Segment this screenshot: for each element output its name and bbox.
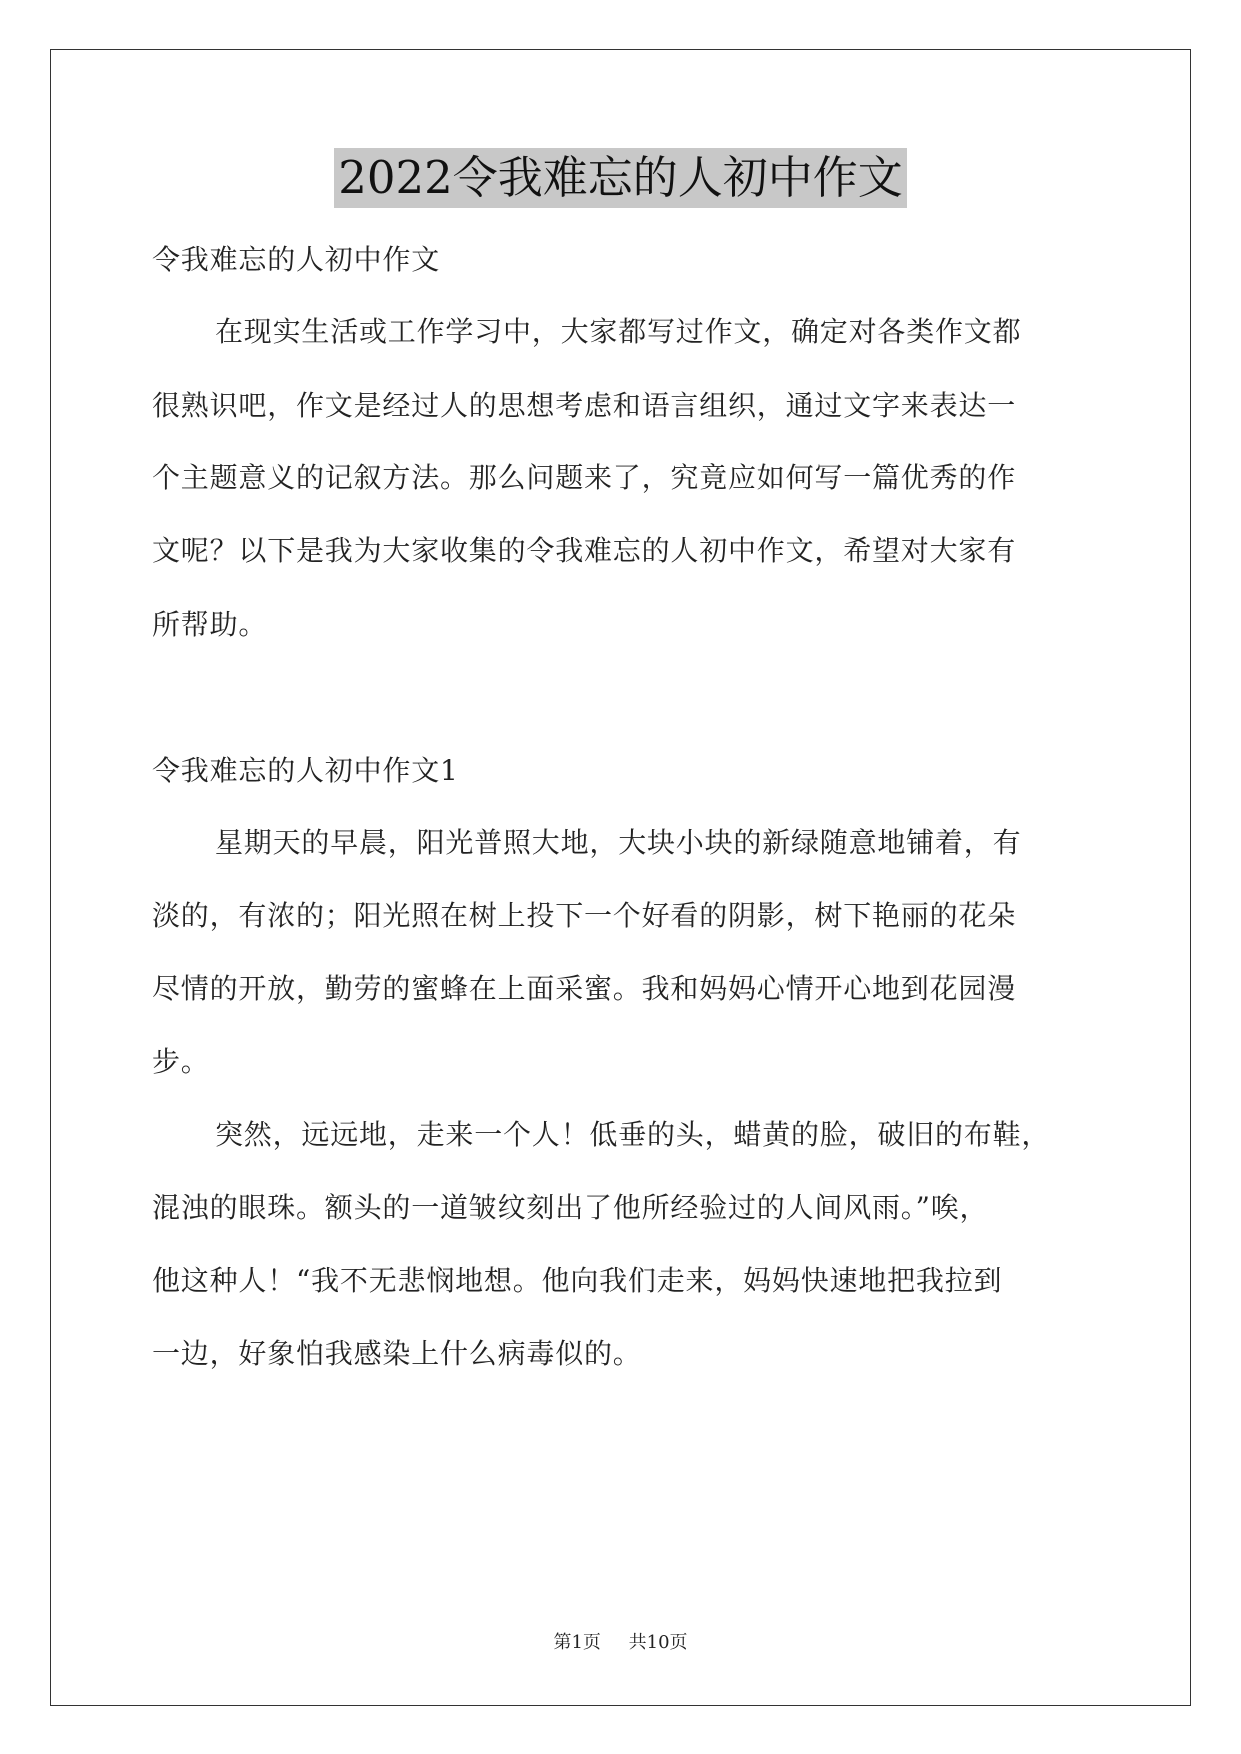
paragraph-line: 很熟识吧，作文是经过人的思想考虑和语言组织，通过文字来表达一 bbox=[152, 389, 1017, 422]
paragraph-line: 他这种人！“我不无悲悯地想。他向我们走来，妈妈快速地把我拉到 bbox=[152, 1264, 1003, 1297]
paragraph-line: 所帮助。 bbox=[152, 608, 268, 641]
page-border bbox=[50, 49, 1191, 1706]
section-heading-essay-1: 令我难忘的人初中作文1 bbox=[152, 754, 459, 787]
paragraph-line: 混浊的眼珠。额头的一道皱纹刻出了他所经验过的人间风雨。”唉， bbox=[152, 1191, 989, 1224]
page-total: 共10页 bbox=[628, 1632, 688, 1653]
document-title: 2022令我难忘的人初中作文 bbox=[334, 148, 907, 208]
paragraph-line: 突然，远远地，走来一个人！低垂的头，蜡黄的脸，破旧的布鞋， bbox=[215, 1118, 1051, 1151]
paragraph-line: 在现实生活或工作学习中，大家都写过作文，确定对各类作文都 bbox=[215, 315, 1022, 348]
paragraph-line: 步。 bbox=[152, 1045, 210, 1078]
paragraph-line: 淡的，有浓的；阳光照在树上投下一个好看的阴影，树下艳丽的花朵 bbox=[152, 899, 1017, 932]
page-footer bbox=[0, 1628, 1241, 1654]
paragraph-line: 尽情的开放，勤劳的蜜蜂在上面采蜜。我和妈妈心情开心地到花园漫 bbox=[152, 972, 1017, 1005]
page-number: 第1页 bbox=[553, 1632, 601, 1653]
title-container bbox=[0, 148, 1241, 208]
paragraph-line: 星期天的早晨，阳光普照大地，大块小块的新绿随意地铺着，有 bbox=[215, 826, 1022, 859]
paragraph-line: 文呢？以下是我为大家收集的令我难忘的人初中作文，希望对大家有 bbox=[152, 534, 1017, 567]
paragraph-line: 一边，好象怕我感染上什么病毒似的。 bbox=[152, 1337, 642, 1370]
section-heading-intro: 令我难忘的人初中作文 bbox=[152, 243, 441, 276]
paragraph-line: 个主题意义的记叙方法。那么问题来了，究竟应如何写一篇优秀的作 bbox=[152, 461, 1017, 494]
